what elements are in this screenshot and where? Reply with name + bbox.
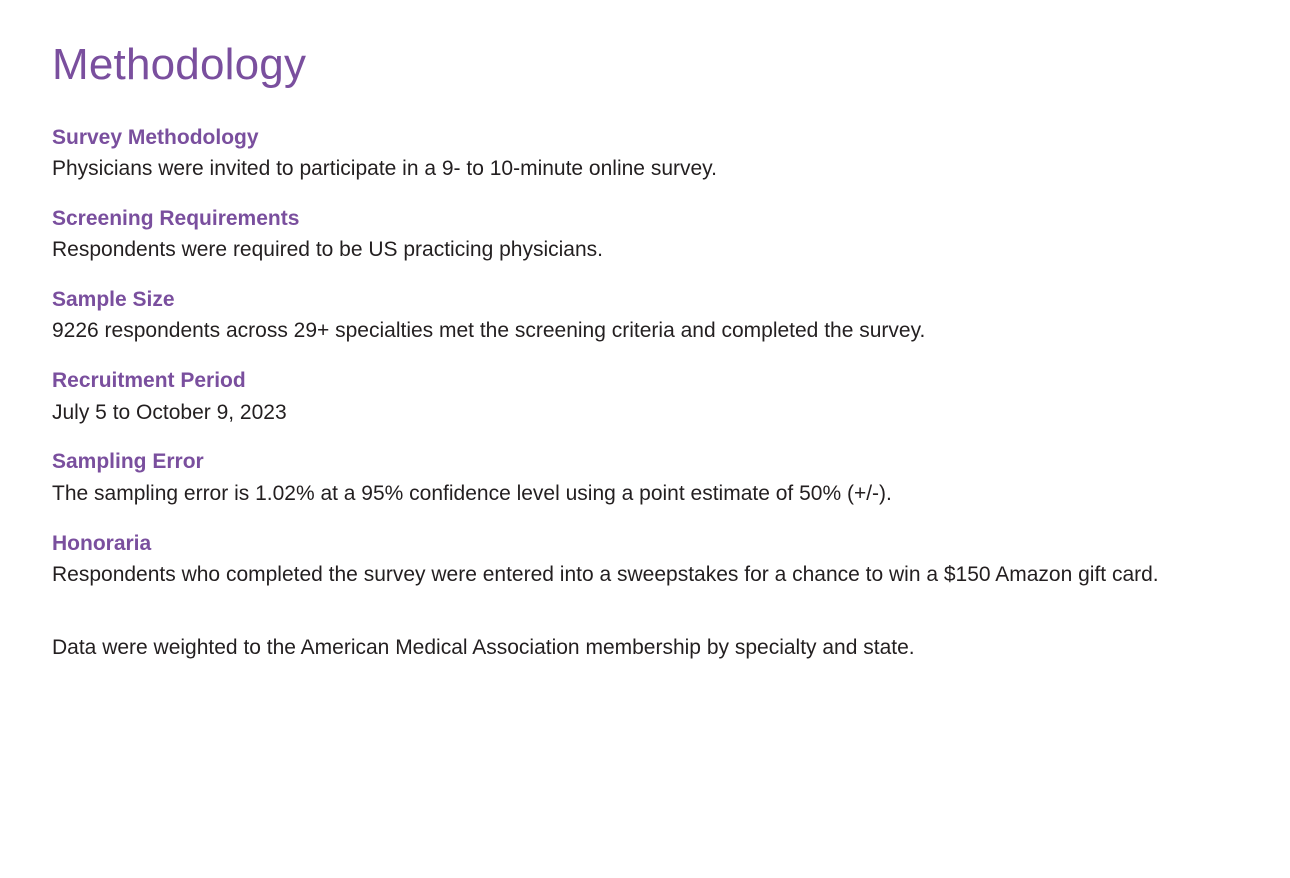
section-heading-recruitment-period: Recruitment Period — [52, 369, 246, 393]
section-body-sample-size: 9226 respondents across 29+ specialties met the screening criteria and completed the survey. — [52, 319, 926, 343]
section-sample-size — [52, 287, 1238, 346]
section-body-screening-requirements: Respondents were required to be US practicing physicians. — [52, 238, 603, 262]
section-recruitment-period — [52, 368, 1238, 427]
weighting-footnote: Data were weighted to the American Medical Association membership by specialty and state. — [52, 635, 915, 659]
page-title: Methodology — [52, 40, 307, 89]
section-body-honoraria: Respondents who completed the survey were entered into a sweepstakes for a chance to win a $150 Amazon gift card. — [52, 562, 1159, 586]
section-body-sampling-error: The sampling error is 1.02% at a 95% confidence level using a point estimate of 50% (+/-). — [52, 481, 892, 505]
section-heading-screening-requirements: Screening Requirements — [52, 206, 300, 230]
section-survey-methodology — [52, 125, 1238, 184]
section-heading-sampling-error: Sampling Error — [52, 450, 204, 474]
section-honoraria — [52, 531, 1238, 590]
section-heading-sample-size: Sample Size — [52, 288, 175, 312]
section-body-survey-methodology: Physicians were invited to participate in a 9- to 10-minute online survey. — [52, 156, 717, 180]
section-screening-requirements — [52, 206, 1238, 265]
section-heading-honoraria: Honoraria — [52, 531, 152, 555]
section-body-recruitment-period: July 5 to October 9, 2023 — [52, 400, 287, 424]
section-heading-survey-methodology: Survey Methodology — [52, 125, 259, 149]
section-sampling-error — [52, 449, 1238, 508]
